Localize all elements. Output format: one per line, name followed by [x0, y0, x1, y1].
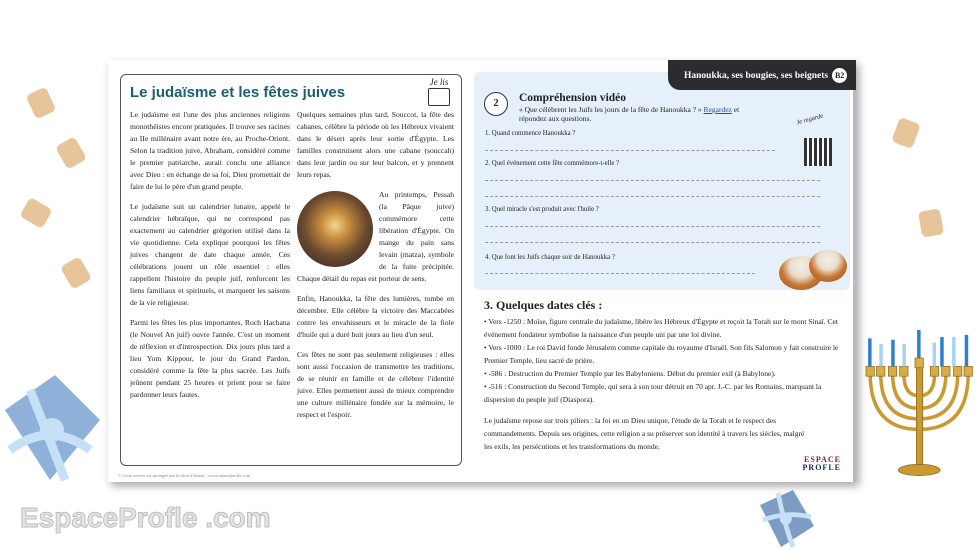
- paragraph: Quelques semaines plus tard, Souccot, la fête des cabanes, célèbre la période où les Hébreux vivaient dans le désert après leur sortie d'Égypte. Les familles construisent alors une cabane (souccah) dans leur jardin ou sur leur balcon, et y prennent leurs repas.: [297, 110, 454, 179]
- book-icon: [428, 88, 450, 106]
- paragraph: Enfin, Hanoukka, la fête des lumières, tombe en décembre. Elle célèbre la victoire des Maccabées contre les envahisseurs et le miracle de la fiole d'huile qui a duré huit jours au lieu d'un seul.: [297, 294, 454, 339]
- watch-link[interactable]: Regardez: [703, 105, 732, 114]
- gift-box-icon: [760, 490, 814, 547]
- espace-profle-logo: [803, 456, 841, 472]
- section-number: 2: [484, 92, 508, 116]
- paragraph: Au printemps, Pessah (la Pâque juive) commémore cette libération d'Égypte. On mange du pain sans levain (matza), symbole de la fuite précipitée. Chaque détail du repas est porteur de sens.: [297, 190, 454, 283]
- logo-line-1: ESPACE: [804, 455, 841, 464]
- question-2: 2. Quel événement cette fête commémore-t-elle ?: [485, 160, 620, 167]
- je-regarde-badge: Je regarde: [795, 112, 824, 127]
- answer-line[interactable]: [485, 196, 820, 197]
- menorah-icon: [866, 358, 972, 476]
- paragraph: Le judaïsme suit un calendrier lunaire, appelé le calendrier hébraïque, qui ne correspond pas exactement au calendrier grégorien utilisé dans la vie quotidienne. Cela explique pourquoi les fêtes juives changent de date chaque année. Ces célébrations jouent un rôle essentiel : elles rappellent l'histoire du peuple juif, renforcent les liens familiaux et spirituels, et marquent les saisons de la vie religieuse.: [130, 202, 290, 307]
- dates-title: 3. Quelques dates clés :: [484, 298, 603, 312]
- candles-icon: [868, 330, 968, 366]
- qr-code[interactable]: [804, 138, 832, 166]
- video-title: Compréhension vidéo: [519, 92, 627, 104]
- header-title: Hanoukka, ses bougies, ses beignets: [684, 71, 829, 81]
- paragraph: Parmi les fêtes les plus importantes, Roch Hachana (le Nouvel An juif) ouvre l'année. C'est un moment de réflexion et d'introspection. Dix jours plus tard a lieu Yom Kippour, le jour du Grand Pardon, considéré comme la fête la plus sacrée. Les Juifs jeûnent pendant 25 heures et prient pour se faire pardonner leurs fautes.: [130, 318, 290, 399]
- paragraph: Le judaïsme est l'une des plus anciennes religions monothéistes encore pratiquées. Il trouve ses racines au IIe millénaire avant notre ère, au Proche-Orient. Selon la tradition juive, Abraham, considéré comme le premier patriarche, aurait conclu une alliance avec Dieu : en échange de sa foi, Dieu promettait de faire de lui le père d'un grand peuple.: [130, 110, 290, 191]
- answer-line[interactable]: [485, 180, 820, 181]
- conclusion-paragraph: Le judaïsme repose sur trois piliers : la foi en un Dieu unique, l'étude de la Torah et le respect des commandements. Depuis ses origines, cette religion a su préserver son identité à travers les siècles, malgré les exils, les persécutions et les transformations du monde.: [484, 416, 805, 451]
- paragraph: Ces fêtes ne sont pas seulement religieuses : elles sont aussi l'occasion de transmettre les traditions, de se réunir en famille et de célébrer l'identité juive. Elles permettent aussi de mieux comprendre une culture millénaire fondée sur la mémoire, le respect et l'espoir.: [297, 350, 454, 419]
- question-4: 4. Que font les Juifs chaque soir de Hanoukka ?: [485, 254, 615, 261]
- level-badge: B2: [832, 68, 847, 83]
- reading-box: [120, 74, 462, 466]
- answer-line[interactable]: [485, 226, 820, 227]
- hanukkah-table-photo: [297, 191, 373, 267]
- video-prompt: [519, 105, 764, 123]
- video-section: [474, 72, 850, 290]
- answer-line[interactable]: [485, 242, 820, 243]
- date-item: • Vers -1250 : Moïse, figure centrale du judaïsme, libère les Hébreux d'Égypte et reçoit la Torah sur le mont Sinaï. Cet événement fondateur symbolise la naissance d'un peuple uni par une loi divine.: [484, 315, 844, 341]
- prompt-text: « Que célèbrent les Juifs les jours de la fête de Hanoukka ? »: [519, 105, 702, 114]
- je-lis-badge: [425, 77, 453, 107]
- answer-line[interactable]: [485, 150, 775, 151]
- date-item: • -516 : Construction du Second Temple, qui sera à son tour détruit en 70 apr. J.-C. par les Romains, marquant la dispersion du peuple juif (Diaspora).: [484, 380, 844, 406]
- date-item: • -586 : Destruction du Premier Temple par les Babyloniens. Début du premier exil (à Babylone).: [484, 367, 844, 380]
- dates-list: [484, 315, 844, 406]
- badge-label: Je lis: [429, 77, 449, 87]
- prompt-end: et répondez aux questions.: [519, 105, 740, 123]
- worksheet-page: [108, 60, 856, 482]
- question-1: 1. Quand commence Hanoukka ?: [485, 130, 576, 137]
- donut-image: [809, 250, 847, 282]
- gift-box-icon: [5, 375, 100, 480]
- watermark: EspaceProfle .com: [20, 502, 271, 533]
- date-item: • Vers -1000 : Le roi David fonde Jérusalem comme capitale du royaume d'Israël. Son fils Salomon y fait construire le Premier Temple, lieu sacré de prière.: [484, 341, 844, 367]
- answer-line[interactable]: [485, 273, 755, 274]
- header-tab: [668, 60, 856, 90]
- text-column-2: [297, 109, 454, 429]
- logo-line-2: PROFLE: [802, 463, 841, 472]
- menorah-group: [866, 330, 972, 476]
- text-column-1: [130, 109, 290, 409]
- question-3: 3. Quel miracle s'est produit avec l'huile ?: [485, 206, 599, 213]
- reading-title: Le judaïsme et les fêtes juives: [130, 84, 346, 101]
- copyright-footer[interactable]: © Cette oeuvre est protégée par le droit d'auteur / www.espaceprofle.com: [118, 473, 251, 478]
